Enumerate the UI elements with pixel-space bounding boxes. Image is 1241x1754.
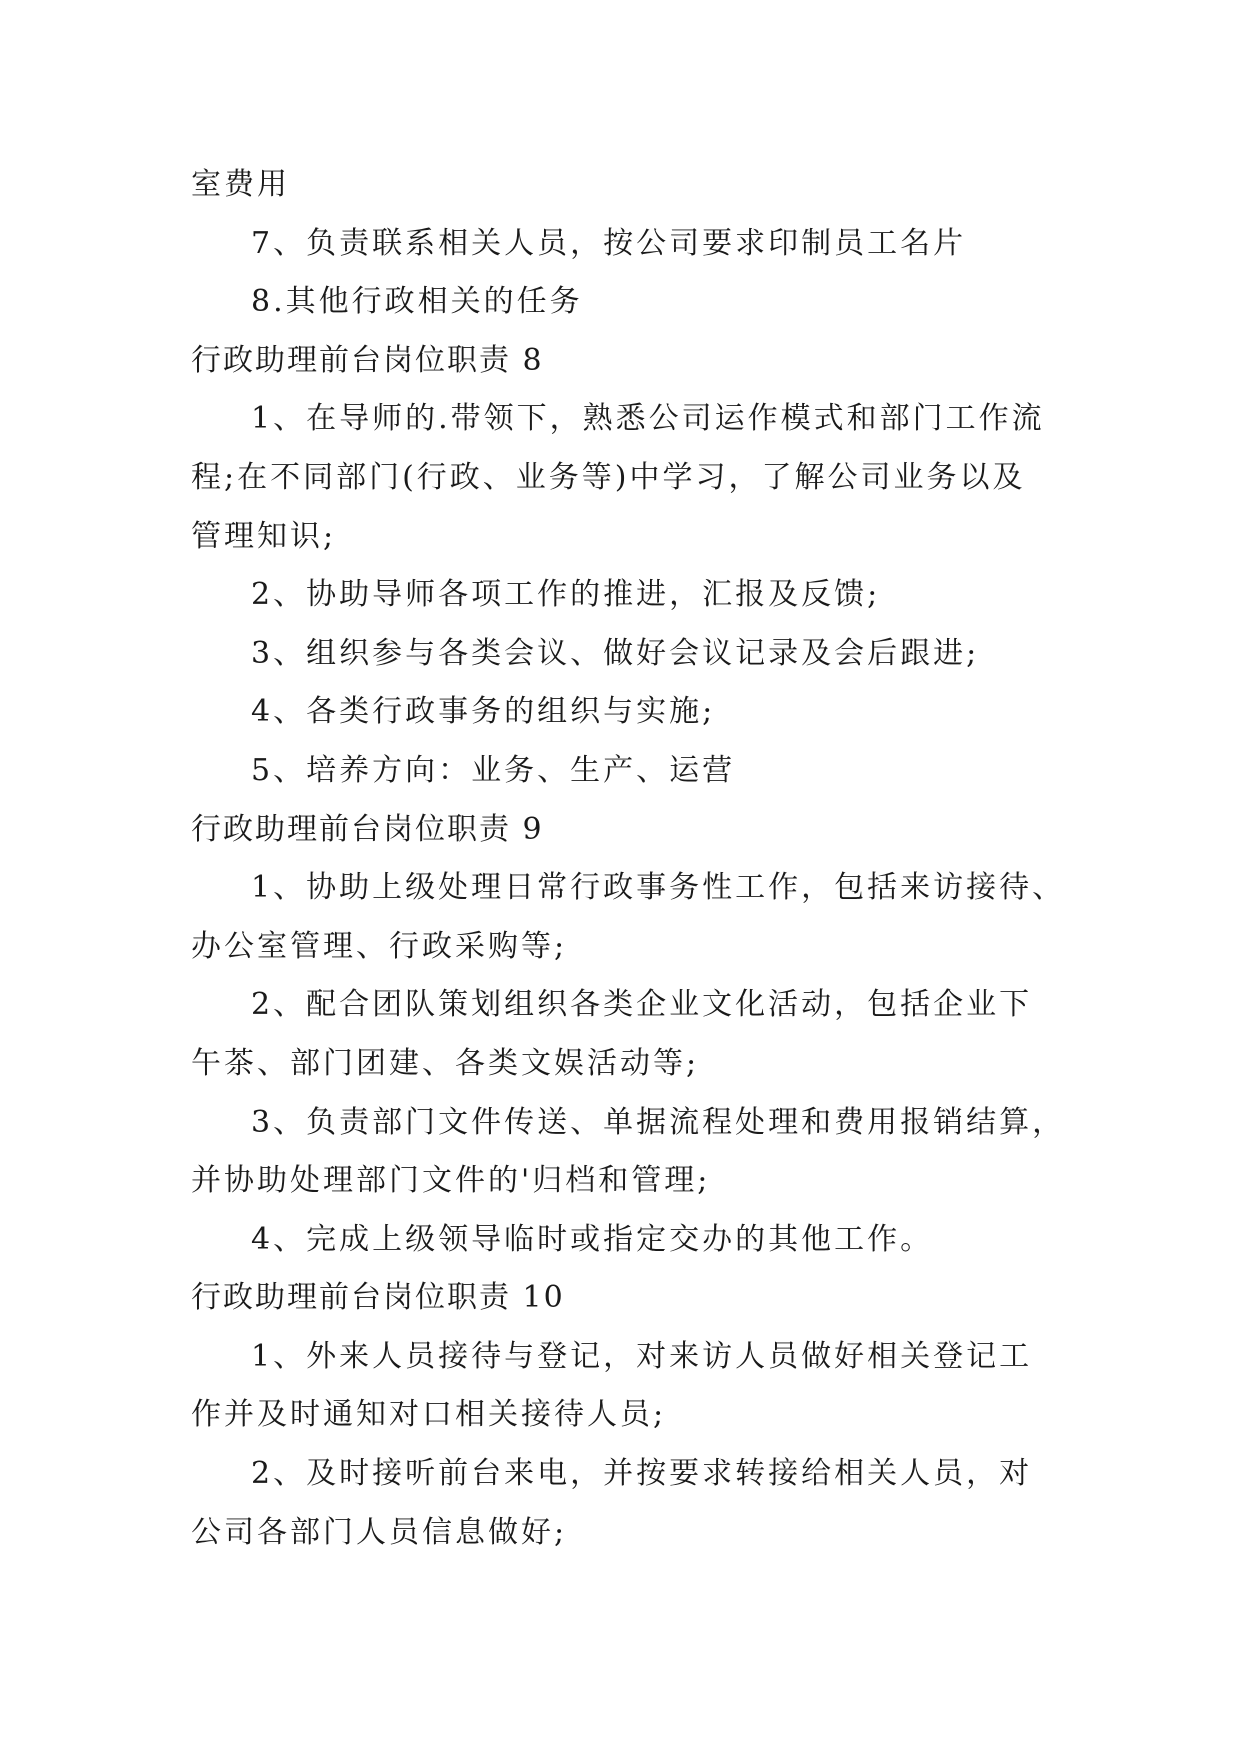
list-item: 5、培养方向：业务、生产、运营	[251, 752, 736, 788]
text-line: 并协助处理部门文件的'归档和管理;	[191, 1163, 711, 1199]
list-item: 7、负责联系相关人员，按公司要求印制员工名片	[251, 225, 967, 261]
list-item: 1、协助上级处理日常行政事务性工作，包括来访接待、	[251, 870, 1066, 906]
document-page	[191, 156, 1071, 1562]
list-item: 2、协助导师各项工作的推进，汇报及反馈;	[251, 577, 881, 613]
text-line: 午茶、部门团建、各类文娱活动等;	[191, 1045, 700, 1081]
text-line: 程;在不同部门(行政、业务等)中学习，了解公司业务以及	[191, 459, 1026, 495]
text-line: 公司各部门人员信息做好;	[191, 1514, 568, 1550]
list-item: 4、完成上级领导临时或指定交办的其他工作。	[251, 1221, 934, 1257]
section-heading: 行政助理前台岗位职责 8	[191, 342, 544, 378]
list-item: 2、及时接听前台来电，并按要求转接给相关人员，对	[251, 1456, 1033, 1492]
text-line: 办公室管理、行政采购等;	[191, 928, 568, 964]
list-item: 1、外来人员接待与登记，对来访人员做好相关登记工	[251, 1338, 1033, 1374]
text-line: 管理知识;	[191, 518, 337, 554]
section-heading: 行政助理前台岗位职责 9	[191, 811, 544, 847]
section-heading: 行政助理前台岗位职责 10	[191, 1280, 565, 1316]
list-item: 3、负责部门文件传送、单据流程处理和费用报销结算，	[251, 1104, 1066, 1140]
text-line: 作并及时通知对口相关接待人员;	[191, 1397, 667, 1433]
list-item: 3、组织参与各类会议、做好会议记录及会后跟进;	[251, 635, 980, 671]
list-item: 4、各类行政事务的组织与实施;	[251, 694, 716, 730]
text-line: 室费用	[191, 167, 290, 202]
list-item: 8.其他行政相关的任务	[251, 284, 583, 320]
list-item: 2、配合团队策划组织各类企业文化活动，包括企业下	[251, 987, 1033, 1023]
list-item: 1、在导师的.带领下，熟悉公司运作模式和部门工作流	[251, 401, 1045, 437]
